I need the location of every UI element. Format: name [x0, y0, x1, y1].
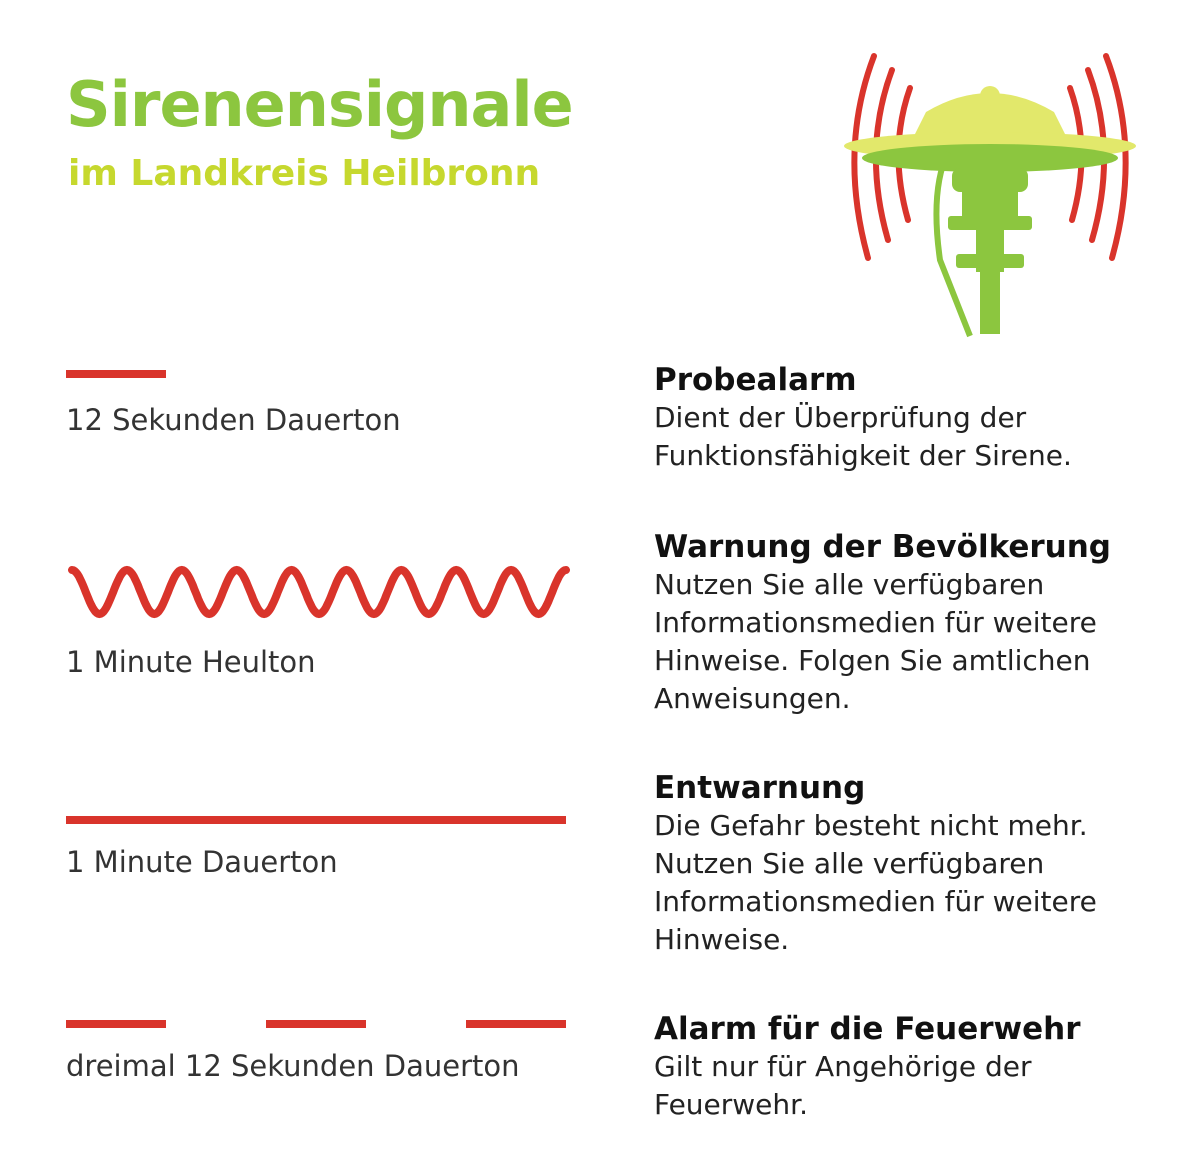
signal-label: 12 Sekunden Dauerton	[66, 403, 401, 437]
description-probealarm	[654, 361, 1194, 475]
wailing-tone-wave-icon	[66, 560, 586, 624]
description-text: Gilt nur für Angehörige der Feuerwehr.	[654, 1050, 1032, 1121]
description-text: Nutzen Sie alle verfügbaren Informationsmedien für weitere Hinweise. Folgen Sie amtlichen Anweisungen.	[654, 568, 1097, 715]
page-title: Sirenensignale	[66, 68, 573, 141]
signal-feuerwehr	[66, 1018, 586, 1081]
signal-entwarnung	[66, 814, 586, 877]
description-title: Alarm für die Feuerwehr	[654, 1011, 1081, 1047]
long-tone-line-icon	[66, 814, 586, 828]
siren-icon	[830, 40, 1150, 340]
description-title: Entwarnung	[654, 770, 866, 806]
signal-warnung	[66, 560, 586, 677]
single-tone-line-icon	[66, 368, 586, 382]
page-subtitle: im Landkreis Heilbronn	[68, 153, 541, 194]
description-title: Warnung der Bevölkerung	[654, 529, 1111, 565]
description-text: Dient der Überprüfung der Funktionsfähigkeit der Sirene.	[654, 401, 1072, 472]
signal-label: 1 Minute Heulton	[66, 645, 316, 679]
description-feuerwehr	[654, 1010, 1194, 1124]
description-entwarnung	[654, 769, 1194, 959]
signal-label: dreimal 12 Sekunden Dauerton	[66, 1049, 520, 1083]
triple-tone-lines-icon	[66, 1018, 586, 1032]
description-text: Die Gefahr besteht nicht mehr. Nutzen Sie alle verfügbaren Informationsmedien für weitere Hinweise.	[654, 809, 1097, 956]
description-warnung	[654, 528, 1194, 718]
signal-probealarm	[66, 368, 586, 435]
description-title: Probealarm	[654, 362, 857, 398]
signal-label: 1 Minute Dauerton	[66, 845, 338, 879]
